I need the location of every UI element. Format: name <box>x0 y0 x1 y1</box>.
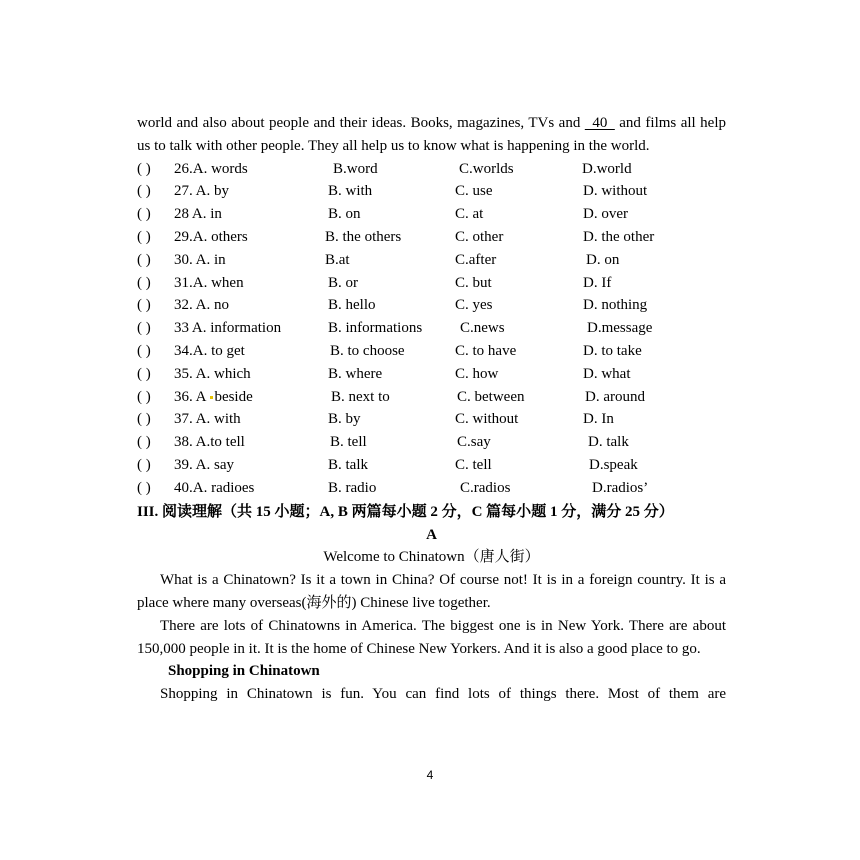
option-c: C. to have <box>455 342 517 359</box>
answer-paren: ( ) <box>137 388 151 405</box>
option-d: D. talk <box>588 434 629 451</box>
option-c: C. use <box>455 183 493 200</box>
option-a: 27. A. by <box>174 183 230 200</box>
option-a: 35. A. which <box>174 365 251 382</box>
option-a: 40.A. radioes <box>174 479 255 496</box>
intro-paragraph <box>137 112 726 158</box>
option-a: 34.A. to get <box>174 342 245 359</box>
passage-subheading: Shopping in Chinatown <box>168 663 320 680</box>
option-a: 31.A. when <box>174 274 244 291</box>
highlight-mark-icon <box>210 396 213 399</box>
answer-paren: ( ) <box>137 160 151 177</box>
option-b: B. hello <box>328 297 376 314</box>
option-b: B. to choose <box>330 342 405 359</box>
option-d: D. on <box>586 251 620 268</box>
intro-text-after: and films all help us to talk with other people. They all help us to know what is happening in the world. <box>137 115 726 154</box>
question-row <box>137 477 726 500</box>
option-d: D.world <box>582 160 632 177</box>
option-c: C.after <box>455 251 497 268</box>
section-number: III. <box>137 503 159 520</box>
option-b: B. tell <box>330 434 367 451</box>
option-a: 28 A. in <box>174 206 222 223</box>
option-c: C.worlds <box>459 160 514 177</box>
question-row <box>137 180 726 203</box>
passage-letter: A <box>426 526 437 543</box>
answer-paren: ( ) <box>137 365 151 382</box>
answer-paren: ( ) <box>137 456 151 473</box>
answer-paren: ( ) <box>137 320 151 337</box>
answer-paren: ( ) <box>137 206 151 223</box>
question-row <box>137 272 726 295</box>
option-b: B.word <box>333 160 378 177</box>
option-c: C. between <box>457 388 525 405</box>
option-b: B. with <box>328 183 373 200</box>
option-c: C. how <box>455 365 499 382</box>
option-d: D. If <box>583 274 612 291</box>
answer-paren: ( ) <box>137 342 151 359</box>
option-c: C.radios <box>460 479 511 496</box>
intro-text-before: world and also about people and their ideas. Books, magazines, TVs and <box>137 115 585 131</box>
option-c: C.news <box>460 320 505 337</box>
option-d: D. around <box>585 388 645 405</box>
question-row <box>137 363 726 386</box>
option-a: 30. A. in <box>174 251 226 268</box>
option-b: B. by <box>328 411 361 428</box>
document-page <box>137 112 726 706</box>
option-b: B. next to <box>331 388 390 405</box>
option-c: C. but <box>455 274 492 291</box>
passage-paragraph-2: There are lots of Chinatowns in America. The biggest one is in New York. There are about 150,000 people in it. It is the home of Chinese New Yorkers. And it is also a good place to go. <box>137 617 726 657</box>
blank-40: 40 <box>584 115 615 131</box>
option-c: C. other <box>455 228 504 245</box>
passage-paragraph-3: Shopping in Chinatown is fun. You can find lots of things there. Most of them are <box>160 686 726 703</box>
passage-title: Welcome to Chinatown（唐人街） <box>323 549 540 566</box>
option-b: B.at <box>325 251 350 268</box>
answer-paren: ( ) <box>137 434 151 451</box>
option-a <box>174 386 253 409</box>
option-a: 33 A. information <box>174 320 282 337</box>
section-heading <box>137 500 726 524</box>
option-c: C. at <box>455 206 484 223</box>
question-row <box>137 294 726 317</box>
option-d: D.speak <box>589 456 638 473</box>
option-b: B. on <box>328 206 361 223</box>
passage-paragraph-1: What is a Chinatown? Is it a town in China? Of course not! It is in a foreign country. It is a place where many overseas(海外的) Chinese live together. <box>137 572 726 611</box>
answer-paren: ( ) <box>137 479 151 496</box>
option-b: B. radio <box>328 479 377 496</box>
question-row <box>137 317 726 340</box>
option-d: D. In <box>583 411 614 428</box>
answer-paren: ( ) <box>137 183 151 200</box>
option-a-tail: beside <box>214 388 253 405</box>
question-list <box>137 158 726 500</box>
option-c: C. yes <box>455 297 493 314</box>
question-row <box>137 386 726 409</box>
option-b: B. informations <box>328 320 423 337</box>
question-row <box>137 454 726 477</box>
question-row <box>137 226 726 249</box>
option-d: D. what <box>583 365 631 382</box>
option-b: B. or <box>328 274 358 291</box>
question-row <box>137 340 726 363</box>
option-a: 39. A. say <box>174 456 234 473</box>
option-d: D.radios’ <box>592 479 649 496</box>
question-row <box>137 158 726 181</box>
answer-paren: ( ) <box>137 228 151 245</box>
option-a-head: 36. A <box>174 388 210 405</box>
question-row <box>137 431 726 454</box>
option-b: B. talk <box>328 456 368 473</box>
option-d: D. over <box>583 206 628 223</box>
question-row <box>137 203 726 226</box>
option-c: C. tell <box>455 456 492 473</box>
option-d: D. the other <box>583 228 655 245</box>
option-d: D. to take <box>583 342 642 359</box>
question-row <box>137 408 726 431</box>
option-d: D.message <box>587 320 653 337</box>
option-a: 38. A.to tell <box>174 434 245 451</box>
answer-paren: ( ) <box>137 411 151 428</box>
option-c: C. without <box>455 411 519 428</box>
answer-paren: ( ) <box>137 251 151 268</box>
option-c: C.say <box>457 434 491 451</box>
option-d: D. nothing <box>583 297 648 314</box>
answer-paren: ( ) <box>137 297 151 314</box>
section-title: 阅读理解（共 15 小题；A, B 两篇每小题 2 分，C 篇每小题 1 分，满分 25 分） <box>162 503 674 520</box>
page-number: 4 <box>426 768 434 782</box>
option-b: B. where <box>328 365 383 382</box>
question-row <box>137 249 726 272</box>
option-a: 32. A. no <box>174 297 230 314</box>
option-b: B. the others <box>325 228 402 245</box>
option-a: 29.A. others <box>174 228 248 245</box>
answer-paren: ( ) <box>137 274 151 291</box>
option-d: D. without <box>583 183 648 200</box>
option-a: 26.A. words <box>174 160 248 177</box>
option-a: 37. A. with <box>174 411 241 428</box>
